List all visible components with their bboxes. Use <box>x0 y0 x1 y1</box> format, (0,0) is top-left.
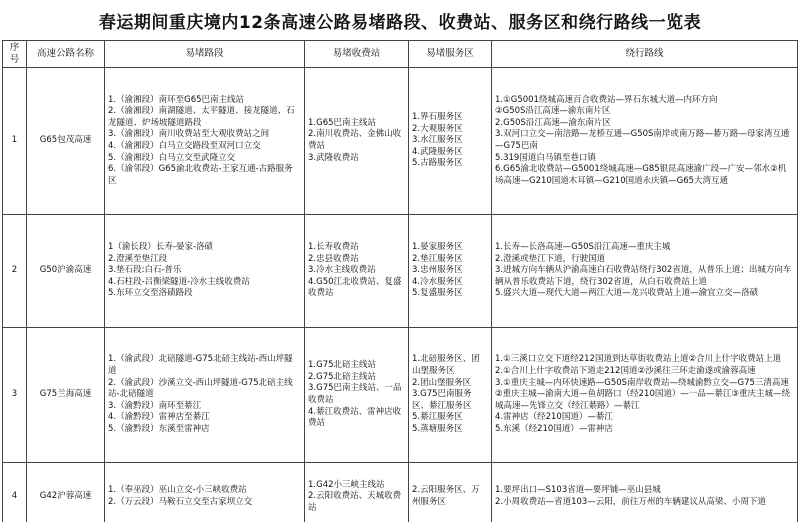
routes-line: 3.进城方向车辆从沪渝高速白石收费站绕行302省道，从普乐上道；出城方向车辆从普乐收费站下道，绕行302省道，从白石收费站上道 <box>495 265 792 287</box>
routes-line: 5.319国道白马镇至巷口镇 <box>495 152 596 163</box>
services-line: 3.忠州服务区 <box>412 265 463 276</box>
routes-line: 3.①重庆主城—内环快速路—G50S南岸收费站—绕城渝黔立交—G75三清高速②重庆主城—渝南大道—鱼胡路口（经210国道）—一品—綦江③重庆主城—绕城高速—先锋立交（经江綦路）—綦江 <box>495 377 790 411</box>
services-line: 2.大观服务区 <box>412 123 463 134</box>
services-line: 5.古路服务区 <box>412 158 463 169</box>
header-no: 序号 <box>3 41 27 68</box>
tolls-line: 1.G65巴南主线站 <box>308 117 377 128</box>
cell-tolls <box>305 328 409 463</box>
sections-line: 1.（渝武段）北碚隧道-G75北碚主线站-西山坪隧道 <box>108 354 293 377</box>
table-row <box>3 463 798 522</box>
cell-routes <box>492 328 798 463</box>
cell-sections <box>105 68 305 215</box>
header-sections: 易堵路段 <box>105 41 305 68</box>
cell-tolls <box>305 215 409 328</box>
tolls-line: 2.云阳收费站、天城收费站 <box>308 491 402 513</box>
tolls-line: 1.G75北碚主线站 <box>308 360 377 371</box>
tolls-line: 3.武隆收费站 <box>308 152 359 163</box>
routes-line: 1.①G5001绕城高速百合收费站—界石东城大道—内环方向 <box>495 94 718 105</box>
tolls-line: 3.G75巴南主线站、一品收费站 <box>308 383 402 405</box>
cell-services <box>409 328 492 463</box>
sections-line: 5.（渝黔段）东溪至雷神店 <box>108 423 210 434</box>
header-name: 高速公路名称 <box>27 41 105 68</box>
services-line: 1.界石服务区 <box>412 112 463 123</box>
routes-line: 2.小周收费站—省道103—云阳，前往万州的车辆建议从高梁、小周下道 <box>495 497 766 507</box>
cell-tolls <box>305 463 409 522</box>
cell-routes <box>492 68 798 215</box>
header-routes: 绕行路线 <box>492 41 798 68</box>
tolls-line: 1.长寿收费站 <box>308 242 359 253</box>
cell-sections <box>105 328 305 463</box>
sections-line: 1（渝长段）长寿-晏家-洛碛 <box>108 242 214 253</box>
services-line: 1.北碚服务区、团山堡服务区 <box>412 354 480 377</box>
cell-highway-name: G75兰海高速 <box>27 328 105 463</box>
routes-line: 2.G50S沿江高速—渝东南片区 <box>495 117 611 128</box>
congestion-table <box>2 40 798 522</box>
services-line: 5.蒸塘服务区 <box>412 423 463 434</box>
routes-line: 1.长寿—长洛高速—G50S沿江高速—重庆主城 <box>495 242 671 253</box>
tolls-line: 3.冷水主线收费站 <box>308 265 376 276</box>
cell-no: 1 <box>3 68 27 215</box>
services-line: 1.晏家服务区 <box>412 242 463 253</box>
cell-services <box>409 215 492 328</box>
tolls-line: 4.綦江收费站、雷神店收费站 <box>308 406 402 429</box>
routes-line: ②G50S沿江高速—渝东南片区 <box>495 106 611 117</box>
routes-line: 6.G65渝北收费站—G5001绕城高速—G85银昆高速渝广段—广安—邻水②机场高速—G210国道木耳镇—G210国道永庆镇—G65大湾互通 <box>495 164 787 186</box>
services-line: 4.武隆服务区 <box>412 146 463 157</box>
services-line: 2.云阳服务区、万州服务区 <box>412 485 480 507</box>
table-row <box>3 215 798 328</box>
cell-services <box>409 463 492 522</box>
cell-no: 3 <box>3 328 27 463</box>
sections-line: 4.（渝黔段）雷神店至綦江 <box>108 412 210 423</box>
sections-line: 2.澄溪至垫江段 <box>108 253 168 264</box>
cell-highway-name: G50沪渝高速 <box>27 215 105 328</box>
services-line: 3.G75巴南服务区、綦江服务区 <box>412 389 472 411</box>
sections-line: 5.东环立交至洛碛路段 <box>108 288 193 299</box>
cell-tolls <box>305 68 409 215</box>
cell-sections <box>105 215 305 328</box>
sections-line: 3.垫石段:白石-普乐 <box>108 265 182 276</box>
sections-line: 1.（奉巫段）巫山立交-小三峡收费站 <box>108 485 247 496</box>
services-line: 5.复盛服务区 <box>412 288 463 299</box>
routes-line: 1.①三溪口立交下道经212国道到达草街收费站上道②合川上什字收费站上道 <box>495 354 782 365</box>
sections-line: 1.（渝湘段）南环至G65巴南主线站 <box>108 94 245 105</box>
tolls-line: 1.G42小三峡主线站 <box>308 479 385 490</box>
document-title: 春运期间重庆境内12条高速公路易堵路段、收费站、服务区和绕行路线一览表 <box>98 12 702 33</box>
tolls-line: 2.G75北碚主线站 <box>308 371 377 382</box>
sections-line: 2.（万云段）马鞍石立交至古家坝立交 <box>108 497 253 507</box>
services-line: 4.冷水服务区 <box>412 276 463 287</box>
sections-line: 3.（渝湘段）南川收费站至大观收费站之间 <box>108 129 270 140</box>
sections-line: 3.（渝黔段）南环至綦江 <box>108 400 202 411</box>
header-services: 易堵服务区 <box>409 41 492 68</box>
tolls-line: 2.南川收费站、金佛山收费站 <box>308 129 402 151</box>
table-row <box>3 328 798 463</box>
services-line: 2.垫江服务区 <box>412 253 463 264</box>
cell-highway-name: G65包茂高速 <box>27 68 105 215</box>
sections-line: 4.（渝湘段）白马立交路段至双河口立交 <box>108 141 261 151</box>
table-header-row <box>3 41 798 68</box>
routes-line: 2.①合川上什字收费站下道走212国道②沙溪往三环走渝遂或渝蓉高速 <box>495 366 756 377</box>
cell-routes <box>492 463 798 522</box>
tolls-line: 4.G50江北收费站、复盛收费站 <box>308 276 402 299</box>
cell-sections <box>105 463 305 522</box>
cell-services <box>409 68 492 215</box>
services-line: 3.水江服务区 <box>412 135 463 146</box>
services-line: 5.綦江服务区 <box>412 412 463 423</box>
cell-no: 2 <box>3 215 27 328</box>
routes-line: 1.要坪出口—S103省道—要坪铺—巫山县城 <box>495 485 661 496</box>
routes-line: 5.盛兴大道—现代大道—两江大道—龙兴收费站上道—渝宜立交—洛碛 <box>495 288 759 299</box>
services-line: 2.团山堡服务区 <box>412 377 472 388</box>
cell-highway-name: G42沪蓉高速 <box>27 463 105 522</box>
sections-line: 2.（渝武段）沙溪立交-西山坪隧道-G75北碚主线站-北碚隧道 <box>108 377 293 400</box>
table-row <box>3 68 798 215</box>
sections-line: 6.（渝邻段）G65渝北收费站-王家互通-古路服务区 <box>108 164 293 186</box>
routes-line: 2.澄溪或垫江下道，行驶国道 <box>495 253 606 264</box>
sections-line: 5.（渝湘段）白马立交至武隆立交 <box>108 152 236 163</box>
routes-line: 3.双河口立交—南涪路—龙桥互通—G50S南岸或南万路—綦万路—母家湾互通—G75巴南 <box>495 129 790 151</box>
sections-line: 2.（渝湘段）南湖隧道、太平隧道、接龙隧道、石龙隧道、炉场坡隧道路段 <box>108 106 295 128</box>
header-tolls: 易堵收费站 <box>305 41 409 68</box>
cell-no: 4 <box>3 463 27 522</box>
sections-line: 4.石柱段-吕衡梁隧道-冷水主线收费站 <box>108 276 250 287</box>
routes-line: 4.雷神店（经210国道）—綦江 <box>495 412 613 423</box>
routes-line: 5.东溪（经210国道）—雷神店 <box>495 423 613 434</box>
tolls-line: 2.忠县收费站 <box>308 253 359 264</box>
cell-routes <box>492 215 798 328</box>
